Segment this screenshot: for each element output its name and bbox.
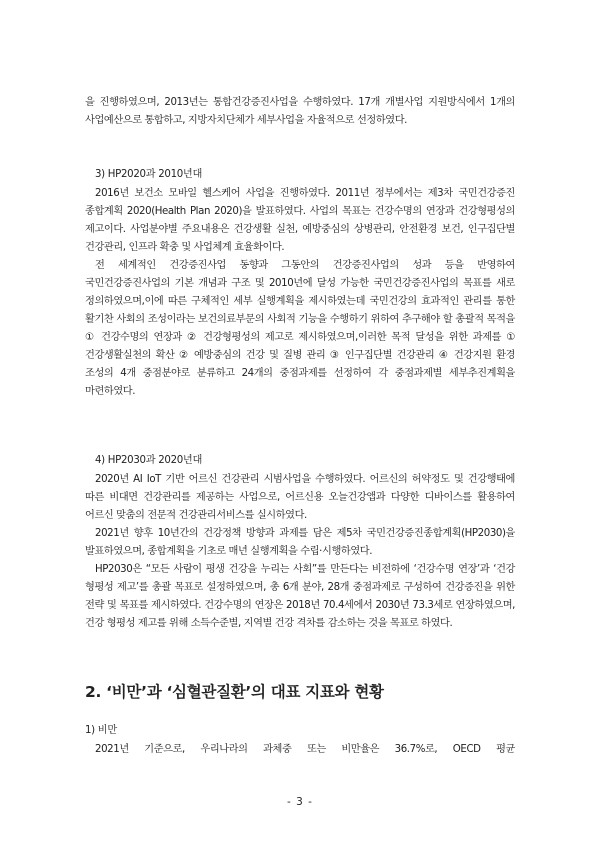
section-hp2020-paragraph-2: 전 세계적인 건강증진사업 동향과 그동안의 건강증진사업의 성과 등을 반영하여 국민건강증진사업의 기본 개념과 구조 및 2010년에 달성 가능한 국민건강증진사업의 목표를 새로 정의하였으며,이에 따른 구체적인 세부 실행계획을 제시하였는데 국민건강의 효과적인 관리를 통한 활기찬 사회의 조성이라는 보건의료부문의 사회적 기능을 수행하기 위하여 추구해야 할 총괄적 목적을 ① 건강수명의 연장과 ② 건강형평성의 제고로 제시하였으며,이러한 목적 달성을 위한 과제를 ① 건강생활실천의 확산 ② 예방중심의 건강 및 질병 관리 ③ 인구집단별 건강관리 ④ 건강지원 환경 조성의 4개 중점분야로 분류하고 24개의 중점과제를 선정하여 각 중점과제별 세부추진계획을 마련하였다.	[85, 260, 515, 397]
section-obesity	[85, 722, 515, 759]
section-hp2030-paragraph-3: HP2030은 “모든 사람이 평생 건강을 누리는 사회”를 만든다는 비전하에 ‘건강수명 연장’과 ‘건강 형평성 제고’를 총괄 목표로 설정하였으며, 총 6개 분야, 28개 중점과제로 구성하여 건강증진을 위한 전략 및 목표를 제시하였다. 건강수명의 연장은 2018년 70.4세에서 2030년 73.3세로 연장하였으며, 건강 형평성 제고를 위해 소득수준별, 지역별 건강 격차를 감소하는 것을 목표로 하였다.	[85, 564, 515, 629]
section-hp2020-heading: 3) HP2020과 2010년대	[95, 169, 203, 180]
section-hp2030-paragraph-1: 2020년 AI IoT 기반 어르신 건강관리 시범사업을 수행하였다. 어르신의 허약정도 및 건강행태에 따른 비대면 건강관리를 제공하는 사업으로, 어르신용 오늘건강앱과 다양한 디바이스를 활용하여 어르신 맞춤의 전문적 건강관리서비스를 실시하였다.	[85, 474, 515, 521]
page-number: - 3 -	[287, 796, 313, 808]
section-hp2020	[85, 166, 515, 401]
section-hp2030	[85, 452, 515, 633]
section-hp2030-paragraph-2: 2021년 향후 10년간의 건강정책 방향과 과제를 담은 제5차 국민건강증진종합계획(HP2030)을 발표하였으며, 종합계획을 기초로 매년 실행계획을 수립·시행하였다.	[85, 528, 515, 557]
section-2-title: 2. ‘비만’과 ‘심혈관질환’의 대표 지표와 현황	[85, 683, 384, 701]
section-obesity-heading: 1) 비만	[85, 725, 117, 736]
section-hp2030-heading: 4) HP2030과 2020년대	[95, 455, 203, 466]
intro-paragraph: 을 진행하였으며, 2013년는 통합건강증진사업을 수행하였다. 17개 개별사업 지원방식에서 1개의 사업예산으로 통합하고, 지방자치단체가 세부사업을 자율적으로 선정하였다.	[85, 97, 515, 126]
intro-block	[85, 94, 515, 130]
section-hp2020-paragraph-1: 2016년 보건소 모바일 헬스케어 사업을 진행하였다. 2011년 정부에서는 제3차 국민건강증진 종합계획 2020(Health Plan 2020)을 발표하였다. 사업의 목표는 건강수명의 연장과 건강형평성의 제고이다. 사업분야별 주요내용은 건강생활 실천, 예방중심의 상병관리, 안전환경 보건, 인구집단별 건강관리, 인프라 확충 및 사업체계 효율화이다.	[85, 188, 515, 253]
section-obesity-paragraph-1: 2021년 기준으로, 우리나라의 과체중 또는 비만율은 36.7%로, OECD 평균	[95, 744, 515, 755]
